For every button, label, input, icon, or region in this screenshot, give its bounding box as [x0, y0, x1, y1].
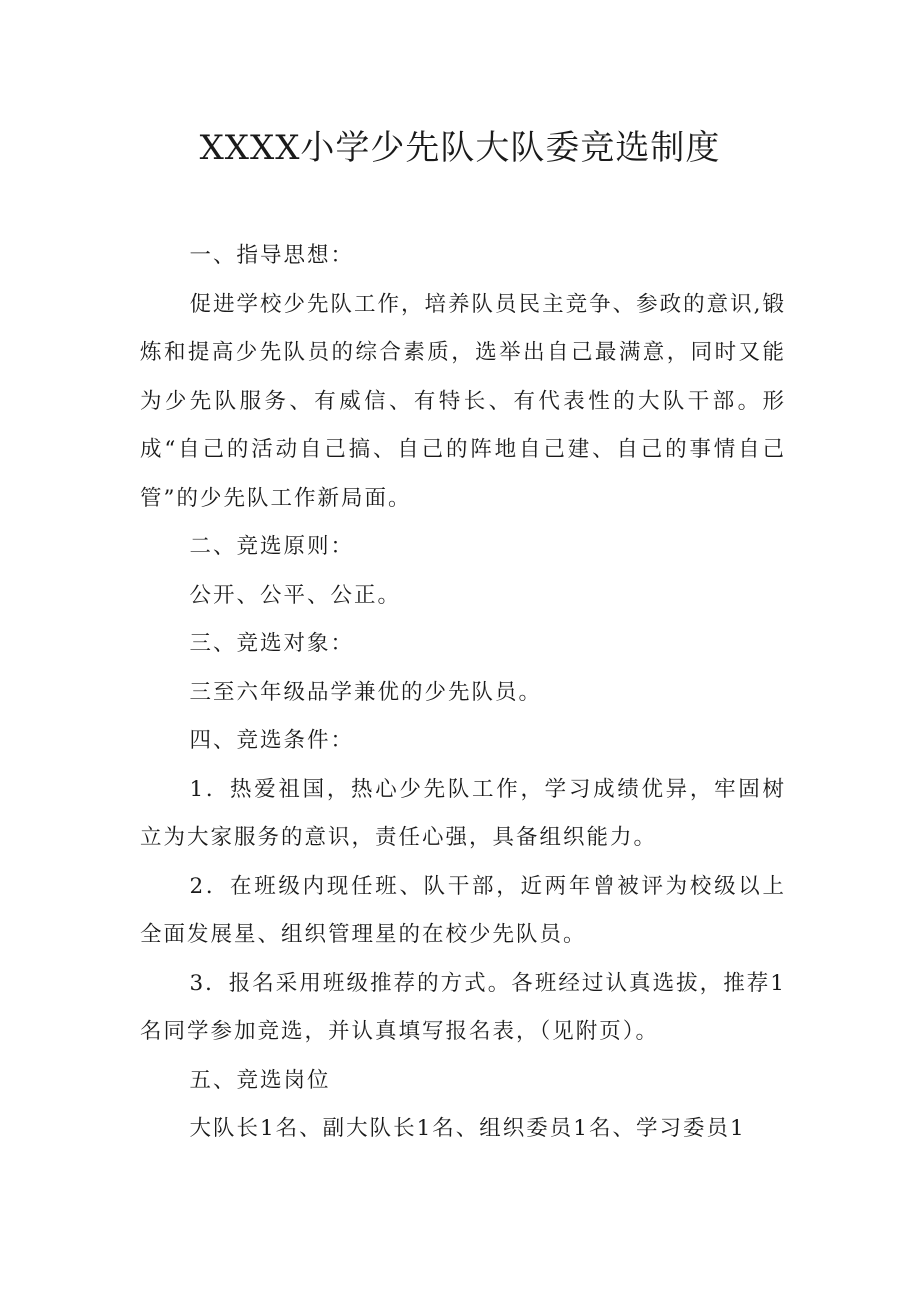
paragraph-candidates: 三至六年级品学兼优的少先队员。: [189, 679, 542, 705]
paragraph-guiding-thought: 促进学校少先队工作，培养队员民主竞争、参政的意识,锻炼和提高少先队员的综合素质，选举出自己最满意，同时又能为少先队服务、有威信、有特长、有代表性的大队干部。形成“自己的活动自己搞、自己的阵地自己建、自己的事情自己管”的少先队工作新局面。: [140, 291, 786, 511]
section-heading-candidates: 三、竞选对象：: [189, 631, 354, 656]
paragraph-condition-2: 2．在班级内现任班、队干部，近两年曾被评为校级以上全面发展星、组织管理星的在校少先队员。: [140, 873, 786, 947]
section-heading-positions: 五、竞选岗位: [189, 1067, 331, 1093]
paragraph-positions: 大队长1名、副大队长1名、组织委员1名、学习委员1: [189, 1116, 746, 1141]
paragraph-condition-3: 3．报名采用班级推荐的方式。各班经过认真选拔，推荐1名同学参加竞选，并认真填写报名表，（见附页）。: [140, 970, 786, 1044]
paragraph-principles: 公开、公平、公正。: [189, 582, 401, 608]
section-heading-conditions: 四、竞选条件：: [189, 728, 354, 753]
section-heading-guiding-thought: 一、指导思想：: [189, 243, 354, 268]
paragraph-condition-1: 1．热爱祖国，热心少先队工作，学习成绩优异，牢固树立为大家服务的意识，责任心强，具备组织能力。: [140, 776, 786, 850]
document-body: [140, 232, 786, 1154]
section-heading-principles: 二、竞选原则：: [189, 534, 354, 559]
document-title: XXXX小学少先队大队委竞选制度: [199, 128, 721, 168]
